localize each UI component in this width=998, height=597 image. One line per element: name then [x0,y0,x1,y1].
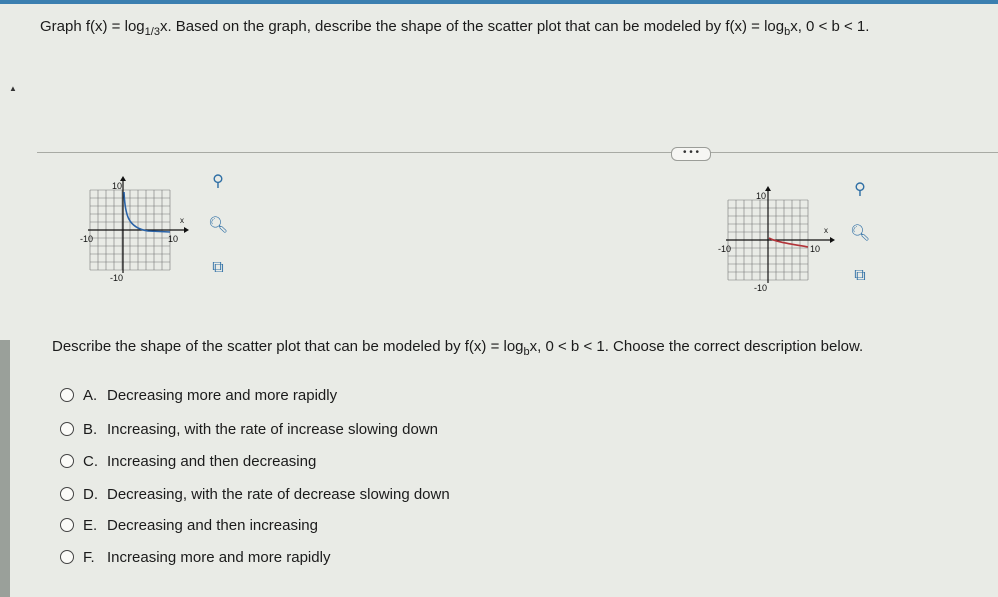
question-text-2: x, 0 < b < 1. Choose the correct description below. [529,338,864,355]
x-left-label: -10 [80,234,94,244]
graph-option-2[interactable] [716,180,846,300]
option-letter: A. [83,386,98,404]
option-text: Decreasing, with the rate of decrease slowing down [107,485,450,503]
radio-button[interactable] [60,422,74,436]
header-variable: x [159,18,168,35]
zoom-out-icon[interactable]: 🔍︎ [208,217,229,234]
open-external-icon[interactable]: ⧉ [854,267,866,284]
header-log-base-2: b [784,26,791,38]
option-b[interactable] [60,418,438,440]
option-letter: E. [83,516,98,534]
header-text-1: Graph [40,18,86,35]
more-button[interactable]: • • • [671,147,711,161]
option-a[interactable] [60,384,337,406]
option-f[interactable] [60,546,330,568]
radio-button[interactable] [60,388,74,402]
header-text-2: . Based on the graph, describe the shape of the scatter plot that can be modeled by [167,18,726,35]
zoom-in-icon[interactable]: ⚲ [854,181,866,198]
y-bottom-label: -10 [754,283,768,293]
option-text: Increasing and then decreasing [107,452,317,470]
option-text: Decreasing and then increasing [107,516,318,534]
option-letter: C. [83,452,98,470]
zoom-in-icon[interactable]: ⚲ [212,173,224,190]
option-text: Increasing, with the rate of increase slowing down [107,420,439,438]
option-e[interactable] [60,514,318,536]
x-axis-arrow [184,227,189,233]
option-c[interactable] [60,450,316,472]
radio-button[interactable] [60,518,74,532]
option-d[interactable] [60,483,450,505]
option-letter: F. [83,548,95,566]
y-top-label: 10 [112,181,123,191]
y-bottom-label: -10 [110,273,124,283]
graph-option-1[interactable] [78,170,208,290]
header-function: f(x) = log [85,18,145,35]
x-axis-arrow [830,237,835,243]
question-prompt [52,338,863,358]
radio-button[interactable] [60,550,74,564]
question-header [40,18,869,38]
option-letter: B. [83,420,98,438]
question-text-1: Describe the shape of the scatter plot that can be modeled by [52,338,465,355]
scroll-up-icon[interactable]: ▲ [9,84,17,93]
open-external-icon[interactable]: ⧉ [212,259,224,276]
radio-button[interactable] [60,487,74,501]
header-log-base: 1/3 [144,26,160,38]
header-function-2: f(x) = log [725,18,785,35]
radio-button[interactable] [60,454,74,468]
option-letter: D. [83,485,98,503]
top-accent-bar [0,0,998,4]
x-axis-label: x [824,226,828,235]
left-scrollbar[interactable] [0,340,10,597]
y-top-label: 10 [756,191,767,201]
option-text: Decreasing more and more rapidly [107,386,338,404]
x-right-label: 10 [168,234,179,244]
header-text-3: x, 0 < b < 1. [790,18,870,35]
curve [769,238,808,247]
x-axis-label: x [180,216,184,225]
question-function: f(x) = log [464,338,524,355]
section-divider [37,152,998,153]
question-log-base: b [523,346,530,358]
zoom-out-icon[interactable]: 🔍︎ [850,225,871,242]
x-right-label: 10 [810,244,821,254]
option-text: Increasing more and more rapidly [107,548,331,566]
x-left-label: -10 [718,244,732,254]
